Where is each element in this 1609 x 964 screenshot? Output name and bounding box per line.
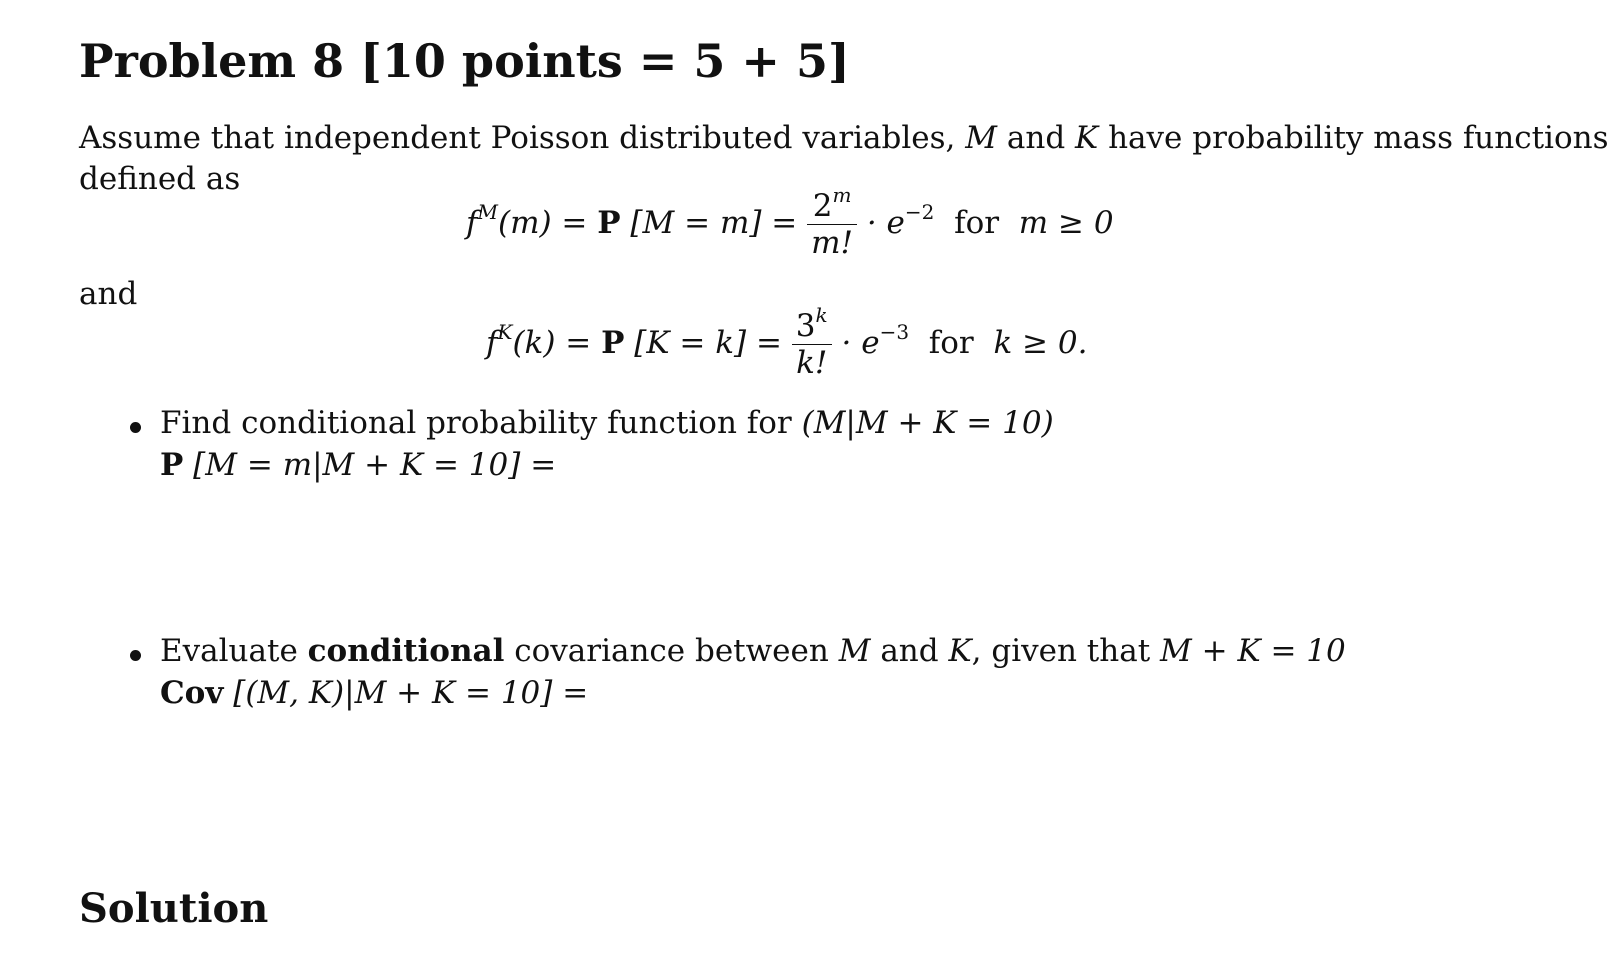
var-m: M [965, 120, 998, 156]
solution-heading: Solution [79, 885, 269, 932]
eq2-fraction [792, 303, 832, 381]
bullet1-prob: P [160, 447, 184, 483]
equation-fk [486, 303, 1088, 381]
eq2-prob: P [601, 325, 625, 361]
bullet2-bold: conditional [307, 633, 505, 669]
intro-and: and [1006, 120, 1066, 156]
var-k: K [1075, 120, 1099, 156]
eq1-exp-base: · e [866, 205, 905, 241]
eq1-sup: M [477, 200, 498, 224]
eq2-num-sup: k [815, 303, 828, 327]
eq1-arg: (m) = [497, 205, 588, 241]
intro-line-1 [79, 120, 1609, 156]
bullet2-line-1 [160, 633, 1346, 669]
bullet1-expr: (M|M + K = 10) [801, 405, 1054, 441]
bullet2-mid: covariance between [514, 633, 829, 669]
eq2-exp-base: · e [841, 325, 880, 361]
intro-text-1: Assume that independent Poisson distributed variables, [79, 120, 956, 156]
bullet-icon [130, 650, 141, 661]
eq1-exp: −2 [904, 200, 935, 224]
bullet1-expr-2: [M = m|M + K = 10] = [193, 447, 557, 483]
eq2-exp: −3 [879, 320, 910, 344]
eq1-num: 2 [812, 188, 833, 224]
intro-text-2: have probability mass functions [1108, 120, 1609, 156]
and-text: and [79, 276, 138, 312]
bullet2-pre: Evaluate [160, 633, 298, 669]
eq1-cond: m ≥ 0 [1018, 205, 1114, 241]
problem-heading: Problem 8 [10 points = 5 + 5] [79, 34, 850, 88]
eq1-f: f [466, 205, 478, 241]
eq1-prob: P [597, 205, 621, 241]
eq2-cond: k ≥ 0. [993, 325, 1088, 361]
eq1-for: for [954, 205, 1000, 241]
bullet-icon [130, 422, 141, 433]
eq1-bracket: [M = m] = [630, 205, 798, 241]
eq2-for: for [928, 325, 974, 361]
bullet2-cov: Cov [160, 675, 224, 711]
bullet2-and: and [880, 633, 939, 669]
eq2-sup: K [497, 320, 513, 344]
bullet1-line-2 [160, 447, 556, 483]
eq1-fraction [807, 183, 857, 261]
bullet2-m: M [838, 633, 871, 669]
eq1-num-sup: m [832, 183, 852, 207]
eq2-arg: (k) = [512, 325, 592, 361]
intro-line-2: defined as [79, 161, 241, 197]
eq2-f: f [486, 325, 498, 361]
eq2-bracket: [K = k] = [634, 325, 782, 361]
bullet2-expr: M + K = 10 [1160, 633, 1346, 669]
bullet1-line-1 [160, 405, 1054, 441]
bullet1-text: Find conditional probability function for [160, 405, 792, 441]
eq2-den: k! [796, 345, 828, 381]
eq1-den: m! [811, 225, 853, 261]
eq2-num: 3 [795, 308, 816, 344]
bullet2-post: , given that [971, 633, 1151, 669]
bullet2-line-2 [160, 675, 588, 711]
bullet2-k: K [948, 633, 972, 669]
bullet2-expr-2: [(M, K)|M + K = 10] = [233, 675, 589, 711]
equation-fm [466, 183, 1114, 261]
